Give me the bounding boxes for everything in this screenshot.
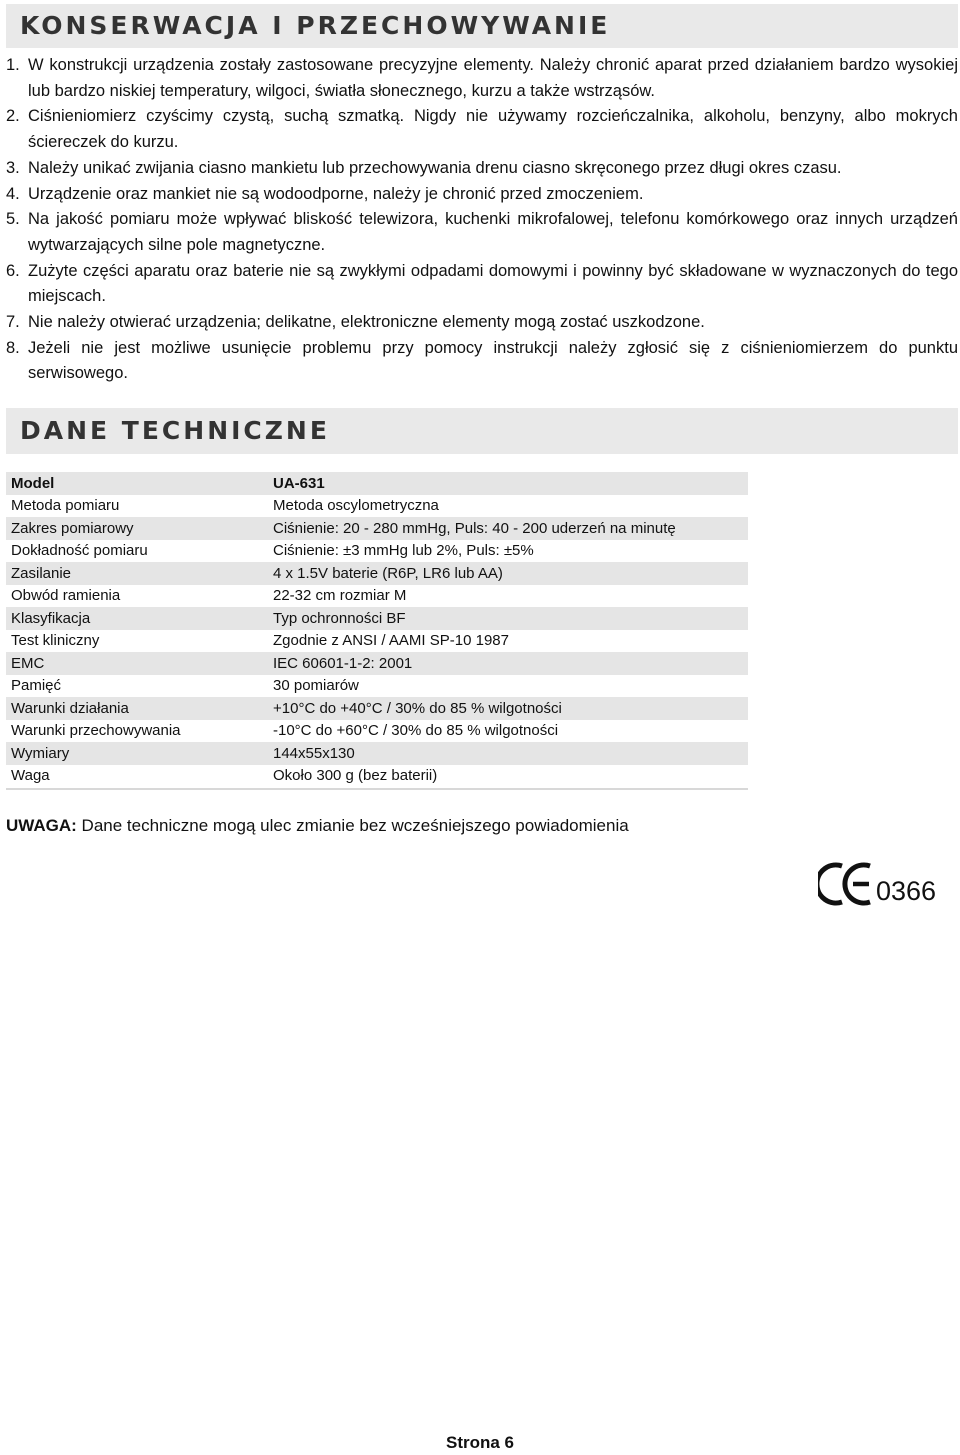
list-item <box>6 207 958 258</box>
list-item <box>6 259 958 310</box>
spec-label: Dokładność pomiaru <box>6 540 268 563</box>
table-row <box>6 720 748 743</box>
spec-label: Zasilanie <box>6 562 268 585</box>
table-row <box>6 697 748 720</box>
spec-value: Typ ochronności BF <box>268 607 748 630</box>
warning-text: Dane techniczne mogą ulec zmianie bez wcześniejszego powiadomienia <box>76 816 629 835</box>
list-item-number: 2. <box>6 107 20 126</box>
spec-label: Model <box>6 472 268 495</box>
maintenance-list <box>6 53 958 387</box>
list-item-number: 1. <box>6 56 20 74</box>
table-row <box>6 517 748 540</box>
list-item-number: 3. <box>6 158 20 177</box>
spec-label: Warunki działania <box>6 697 268 720</box>
spec-value: -10°C do +60°C / 30% do 85 % wilgotności <box>268 720 748 743</box>
notified-body-number: 0366 <box>876 876 937 906</box>
spec-value: 30 pomiarów <box>268 675 748 698</box>
table-row <box>6 540 748 563</box>
table-row <box>6 652 748 675</box>
list-item-number: 6. <box>6 261 20 280</box>
spec-label: Wymiary <box>6 742 268 765</box>
spec-value: +10°C do +40°C / 30% do 85 % wilgotności <box>268 697 748 720</box>
table-row <box>6 585 748 608</box>
table-row <box>6 495 748 518</box>
list-item <box>6 182 958 208</box>
list-item-number: 5. <box>6 210 20 229</box>
list-item <box>6 104 958 155</box>
spec-label: Waga <box>6 765 268 788</box>
spec-label: EMC <box>6 652 268 675</box>
spec-label: Metoda pomiaru <box>6 495 268 518</box>
list-item-text: Należy unikać zwijania ciasno mankietu lub przechowywania drenu ciasno skręconego przez długi okres czasu. <box>28 158 842 177</box>
list-item-text: Nie należy otwierać urządzenia; delikatne, elektroniczne elementy mogą zostać uszkodzone. <box>28 313 705 332</box>
list-item-number: 7. <box>6 313 20 332</box>
spec-value: Zgodnie z ANSI / AAMI SP-10 1987 <box>268 630 748 653</box>
section-heading-technical-data: DANE TECHNICZNE <box>6 408 958 454</box>
spec-value: Ciśnienie: 20 - 280 mmHg, Puls: 40 - 200 uderzeń na minutę <box>268 517 748 540</box>
table-row <box>6 765 748 788</box>
spec-value: Metoda oscylometryczna <box>268 495 748 518</box>
spec-value: 22-32 cm rozmiar M <box>268 585 748 608</box>
list-item-number: 4. <box>6 184 20 203</box>
list-item <box>6 310 958 336</box>
spec-label: Zakres pomiarowy <box>6 517 268 540</box>
warning-label: UWAGA: <box>6 816 77 835</box>
list-item-text: Jeżeli nie jest możliwe usunięcie problemu przy pomocy instrukcji należy zgłosić się z ciśnieniomierzem do punktu serwisowego. <box>28 338 958 383</box>
spec-label: Warunki przechowywania <box>6 720 268 743</box>
spec-value: UA-631 <box>268 472 748 495</box>
table-row <box>6 607 748 630</box>
spec-label: Test kliniczny <box>6 630 268 653</box>
list-item <box>6 336 958 387</box>
spec-value: Około 300 g (bez baterii) <box>268 765 748 788</box>
section-heading-maintenance: KONSERWACJA I PRZECHOWYWANIE <box>6 4 958 48</box>
page-number: Strona 6 <box>445 1433 515 1452</box>
spec-value: 4 x 1.5V baterie (R6P, LR6 lub AA) <box>268 562 748 585</box>
list-item-text: W konstrukcji urządzenia zostały zastosowane precyzyjne elementy. Należy chronić aparat przed działaniem bardzo wysokiej lub bardzo niskiej temperatury, wilgoci, światła słonecznego, kurzu a także wstrząsów. <box>28 56 958 100</box>
list-item <box>6 156 958 182</box>
table-row <box>6 675 748 698</box>
spec-value: Ciśnienie: ±3 mmHg lub 2%, Puls: ±5% <box>268 540 748 563</box>
table-row <box>6 742 748 765</box>
list-item-text: Na jakość pomiaru może wpływać bliskość telewizora, kuchenki mikrofalowej, telefonu komórkowego oraz innych urządzeń wytwarzających silne pole magnetyczne. <box>28 210 958 254</box>
table-row <box>6 562 748 585</box>
table-row <box>6 630 748 653</box>
warning-note <box>6 816 629 836</box>
spec-label: Pamięć <box>6 675 268 698</box>
list-item-number: 8. <box>6 338 20 357</box>
list-item-text: Urządzenie oraz mankiet nie są wodoodporne, należy je chronić przed zmoczeniem. <box>28 184 644 203</box>
spec-label: Klasyfikacja <box>6 607 268 630</box>
spec-value: IEC 60601-1-2: 2001 <box>268 652 748 675</box>
technical-specs-table <box>6 472 748 787</box>
list-item-text: Ciśnieniomierz czyścimy czystą, suchą szmatką. Nigdy nie używamy rozcieńczalnika, alkoholu, benzyny, albo mokrych ściereczek do kurzu. <box>28 107 958 152</box>
spec-value: 144x55x130 <box>268 742 748 765</box>
list-item <box>6 53 958 104</box>
table-row <box>6 472 748 495</box>
list-item-text: Zużyte części aparatu oraz baterie nie są zwykłymi odpadami domowymi i powinny być składowane w wyznaczonych do tego miejscach. <box>28 261 958 306</box>
spec-label: Obwód ramienia <box>6 585 268 608</box>
table-divider <box>6 788 748 790</box>
